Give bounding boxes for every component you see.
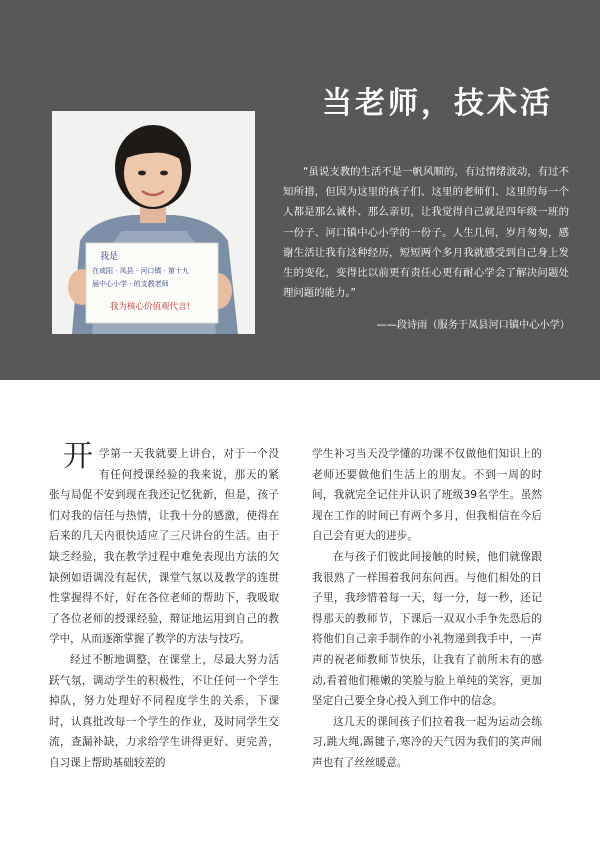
sign-line-1: 我是 (100, 252, 119, 262)
article-paragraph-2: 经过不断地调整，在课堂上，尽最大努力活跃气氛，调动学生的积极性，不让任何一个学生掉队，努力处理好不同程度学生的关系，下课时，认真批改每一个学生的作业，及时同学生交流，查漏补缺，力求给学生讲得更好、更完善，自习课上帮助基础较差的 (49, 653, 279, 769)
article-column-left (49, 439, 279, 774)
article-paragraph-1 (49, 439, 279, 650)
sign-line-2: 在咸阳 · 凤县 · 河口镇 · 第十九 (92, 267, 190, 275)
article-paragraph-1-text: 学第一天我就要上讲台，对于一个没有任何授课经验的我来说，那天的紧张与局促不安到现在我还记忆犹新，但是，孩子们对我的信任与热情，让我十分的感激，使得在后来的几天内很快适应了三尺讲台的生活。由于缺乏经验，我在教学过程中难免表现出方法的欠缺例如语调没有起伏，课堂气氛以及教学的连贯性掌握得不好，好在各位老师的帮助下，我吸取了各位老师的授课经验，辩证地运用到自己的教学中，从而逐渐掌握了教学的方法与技巧。 (49, 448, 279, 646)
quote-attribution: ——段诗雨（服务于凤县河口镇中心小学） (376, 320, 570, 331)
sign-slogan: 我为核心价值观代言! (110, 302, 190, 312)
article-paragraph-2-cont: 学生补习当天没学懂的功课不仅做他们知识上的老师还要做他们生活上的朋友。不到一周的时间，我就完全记住并认识了班级39名学生。虽然现在工作的时间已有两个多月，但我相信在今后自己会有更大的进步。 (312, 448, 542, 543)
quote-text: “虽说支教的生活不是一帆风顺的，有过情绪波动，有过不知所措，但因为这里的孩子们、这里的老师们、这里的每一个人都是那么诚朴、那么亲切，让我觉得自己就是四年级一班的一份子、河口镇中心小学的一份子。人生几何，岁月匆匆，感谢生活让我有这种经历，短短两个多月我就感受到自己身上发生的变化，变得比以前更有责任心更有耐心学会了解决问题处理问题的能力。” (283, 166, 569, 300)
article-paragraph-4: 这几天的课间孩子们拉着我一起为运动会练习,跳大绳,踢毽子,寒冷的天气因为我们的笑声闹声也有了丝丝暖意。 (312, 715, 542, 769)
sign-line-3: 届中心小学 · 的支教老师 (92, 280, 169, 288)
teacher-photo-illustration (52, 111, 255, 334)
dropcap: 开 (63, 439, 93, 474)
article-column-right (312, 444, 542, 774)
teacher-photo (52, 111, 255, 334)
article-paragraph-3: 在与孩子们彼此间接触的时候，他们就像跟我很熟了一样围着我问东问西。与他们相处的日子里，我珍惜着每一天，每一分，每一秒，还记得那天的教师节，下课后一双双小手争先恐后的将他们自己亲手制作的小礼物递到我手中，一声声的祝老师教师节快乐，让我有了前所未有的感动,看着他们稚嫩的笑脸与脸上单纯的笑容，更加坚定自己要全身心投入到工作中的信念。 (312, 550, 542, 708)
page-title: 当老师，技术活 (322, 86, 553, 121)
